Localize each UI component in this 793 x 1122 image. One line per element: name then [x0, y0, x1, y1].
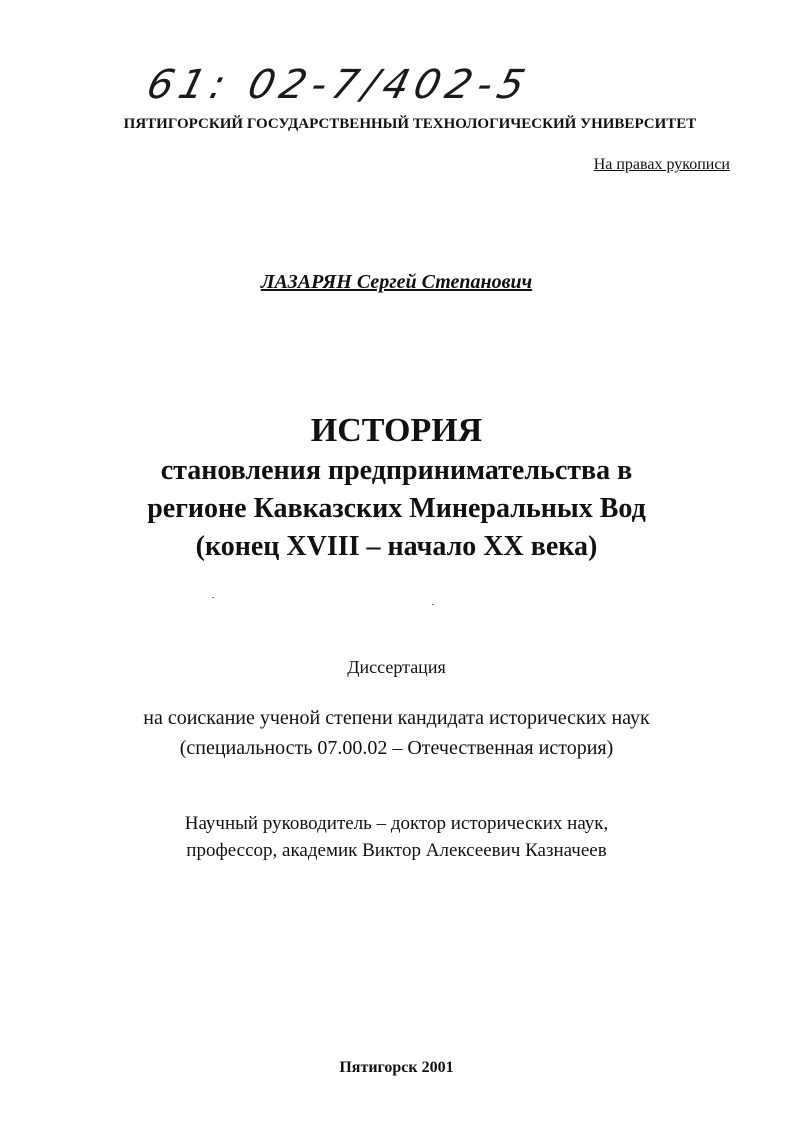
title-main: ИСТОРИЯ — [310, 412, 483, 449]
rights-note: На правах рукописи — [593, 156, 730, 173]
title-line-1: становления предпринимательства в — [160, 455, 633, 486]
supervisor-line-2: профессор, академик Виктор Алексеевич Казначеев — [186, 840, 607, 861]
scan-speck — [432, 604, 434, 605]
university-name: ПЯТИГОРСКИЙ ГОСУДАРСТВЕННЫЙ ТЕХНОЛОГИЧЕСКИЙ УНИВЕРСИТЕТ — [123, 116, 697, 132]
city-year: Пятигорск 2001 — [339, 1059, 454, 1076]
author-block — [0, 271, 793, 294]
title-line-2: регионе Кавказских Минеральных Вод — [147, 493, 646, 524]
scan-speck — [212, 597, 214, 598]
handwritten-archive-code: 61: 02-7/402-5 — [142, 62, 536, 108]
title-line-3: (конец XVIII – начало XX века) — [195, 531, 598, 562]
document-type: Диссертация — [347, 657, 446, 677]
supervisor-line-1: Научный руководитель – доктор исторических наук, — [184, 813, 609, 834]
degree-line-2: (специальность 07.00.02 – Отечественная история) — [179, 737, 614, 759]
degree-line-1: на соискание ученой степени кандидата исторических наук — [143, 707, 650, 729]
author-name: ЛАЗАРЯН Сергей Степанович — [260, 271, 533, 293]
